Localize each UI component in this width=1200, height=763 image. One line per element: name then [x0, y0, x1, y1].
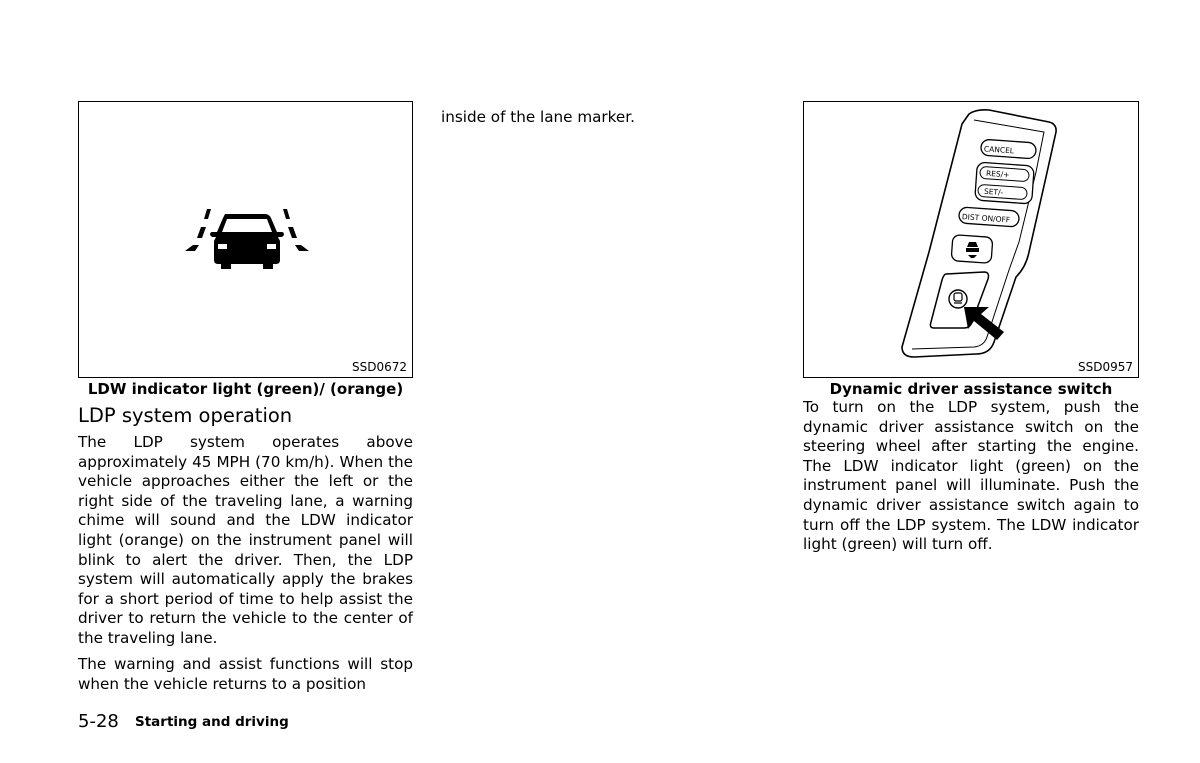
- figure-code: SSD0957: [1077, 360, 1133, 374]
- body-paragraph: The LDP system operates above approximately 45 MPH (70 km/h). When the vehicle approaches either the left or the right side of the traveling lane, a warning chime will sound and the LDW indicator light (orange) on the instrument panel will blink to alert the driver. Then, the LDP system will automatically apply the brakes for a short period of time to help assist the driver to return the vehicle to the center of the traveling lane.: [78, 433, 413, 647]
- switch-label: CANCEL: [983, 144, 1015, 156]
- switch-figure: [803, 101, 1139, 378]
- body-paragraph-continuation: inside of the lane marker.: [441, 108, 635, 126]
- figure-caption: Dynamic driver assistance switch: [829, 380, 1113, 398]
- body-paragraph: To turn on the LDP system, push the dynamic driver assistance switch on the steering wheel after starting the engine. The LDW indicator light (green) on the instrument panel will illuminate. Push the dynamic driver assistance switch again to turn off the LDP system. The LDW indicator light (green) will turn off.: [803, 398, 1139, 554]
- ldw-indicator-icon: [79, 102, 414, 379]
- switch-label: RES/+: [985, 168, 1010, 180]
- figure-code: SSD0672: [351, 360, 407, 374]
- driver-assistance-switch-illustration: [804, 102, 1140, 379]
- ldw-indicator-figure: [78, 101, 413, 378]
- section-heading: LDP system operation: [78, 404, 293, 427]
- body-paragraph: The warning and assist functions will stop when the vehicle returns to a position: [78, 655, 413, 693]
- switch-label: SET/-: [983, 186, 1004, 198]
- figure-caption: LDW indicator light (green)/ (orange): [87, 380, 404, 398]
- switch-label: DIST ON/OFF: [961, 212, 1011, 225]
- section-title: Starting and driving: [135, 714, 289, 730]
- page-number: 5-28: [78, 711, 119, 732]
